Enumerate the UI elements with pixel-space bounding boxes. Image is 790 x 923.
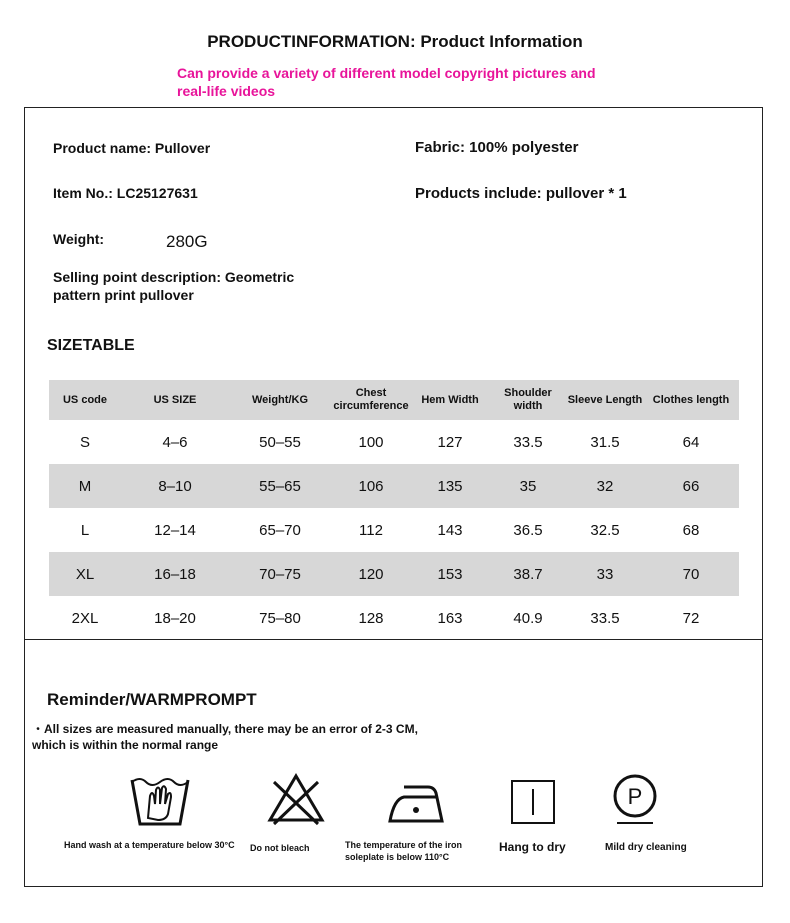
table-cell: 100 xyxy=(358,433,384,451)
table-cell: 36.5 xyxy=(513,521,543,539)
promo-text: Can provide a variety of different model copyright pictures and real-life videos xyxy=(177,65,596,99)
table-cell: 106 xyxy=(331,464,411,508)
table-cell: S xyxy=(79,433,90,451)
table-cell: 70 xyxy=(643,552,739,596)
products-include: Products include: pullover * 1 xyxy=(415,185,627,202)
care-label-hand-wash: Hand wash at a temperature below 30°C xyxy=(64,840,235,850)
table-cell: 127 xyxy=(437,433,463,451)
care-label-dry-clean: Mild dry cleaning xyxy=(605,842,687,853)
table-cell: 65–70 xyxy=(259,521,301,539)
svg-text:P: P xyxy=(627,784,643,809)
weight-value: 280G xyxy=(166,232,208,251)
table-cell: 12–14 xyxy=(154,521,196,539)
table-cell: 128 xyxy=(358,609,384,627)
table-cell: 75–80 xyxy=(259,609,301,627)
table-cell: 112 xyxy=(359,521,383,539)
table-cell: 68 xyxy=(682,521,700,539)
col-header: Hem Width xyxy=(411,380,489,420)
table-cell: 8–10 xyxy=(121,464,229,508)
weight-label: Weight: xyxy=(53,231,105,247)
table-cell: 35 xyxy=(489,464,567,508)
table-cell: 135 xyxy=(411,464,489,508)
col-header: Weight/KG xyxy=(229,380,331,420)
table-cell: 33.5 xyxy=(513,433,543,451)
table-cell: 40.9 xyxy=(513,609,543,627)
table-cell: 163 xyxy=(437,609,463,627)
table-cell: M xyxy=(49,464,121,508)
product-name: Product name: Pullover xyxy=(53,140,211,156)
page-title: PRODUCTINFORMATION: Product Information xyxy=(207,32,583,51)
table-cell: 31.5 xyxy=(590,433,620,451)
table-cell: 64 xyxy=(682,433,700,451)
size-table xyxy=(49,380,739,640)
table-cell: L xyxy=(80,521,90,539)
table-cell: 32.5 xyxy=(590,521,620,539)
item-number: Item No.: LC25127631 xyxy=(53,185,198,201)
table-cell: 153 xyxy=(411,552,489,596)
table-row xyxy=(49,596,739,640)
col-header: Sleeve Length xyxy=(567,380,643,420)
table-cell: 66 xyxy=(643,464,739,508)
do-not-bleach-icon xyxy=(266,772,326,826)
care-label-iron: The temperature of the iron soleplate is below 110°C xyxy=(345,840,463,862)
reminder-title: Reminder/WARMPROMPT xyxy=(47,690,257,709)
table-cell: 33.5 xyxy=(590,609,620,627)
iron-icon xyxy=(388,781,444,825)
col-header: US code xyxy=(49,380,121,420)
col-header: US SIZE xyxy=(121,380,229,420)
hang-dry-icon xyxy=(510,779,556,825)
table-cell: 120 xyxy=(331,552,411,596)
table-row xyxy=(49,508,739,552)
table-cell: 4–6 xyxy=(162,433,188,451)
table-row xyxy=(49,420,739,464)
fabric: Fabric: 100% polyester xyxy=(415,139,579,156)
table-cell: 18–20 xyxy=(154,609,196,627)
table-cell: XL xyxy=(49,552,121,596)
dry-clean-icon xyxy=(612,773,658,827)
table-row xyxy=(49,464,739,508)
table-row xyxy=(49,552,739,596)
col-header: Shoulder width xyxy=(489,380,567,420)
care-label-bleach: Do not bleach xyxy=(250,843,310,853)
table-cell: 72 xyxy=(682,609,700,627)
selling-point: Selling point description: Geometric pattern print pullover xyxy=(53,269,295,303)
size-table-title: SIZETABLE xyxy=(47,337,135,354)
col-header: Chest circumference xyxy=(331,380,411,420)
col-header: Clothes length xyxy=(643,380,739,420)
table-cell: 16–18 xyxy=(121,552,229,596)
hand-wash-icon xyxy=(128,774,192,830)
table-cell: 55–65 xyxy=(229,464,331,508)
measurement-note: ・All sizes are measured manually, there may be an error of 2-3 CM, which is within the normal range xyxy=(32,722,418,752)
table-cell: 143 xyxy=(437,521,463,539)
table-cell: 38.7 xyxy=(489,552,567,596)
table-cell: 50–55 xyxy=(259,433,301,451)
table-cell: 2XL xyxy=(71,609,99,627)
table-cell: 33 xyxy=(567,552,643,596)
table-cell: 70–75 xyxy=(229,552,331,596)
care-label-hang-dry: Hang to dry xyxy=(499,840,566,854)
size-table-header-row xyxy=(49,380,739,420)
table-cell: 32 xyxy=(567,464,643,508)
